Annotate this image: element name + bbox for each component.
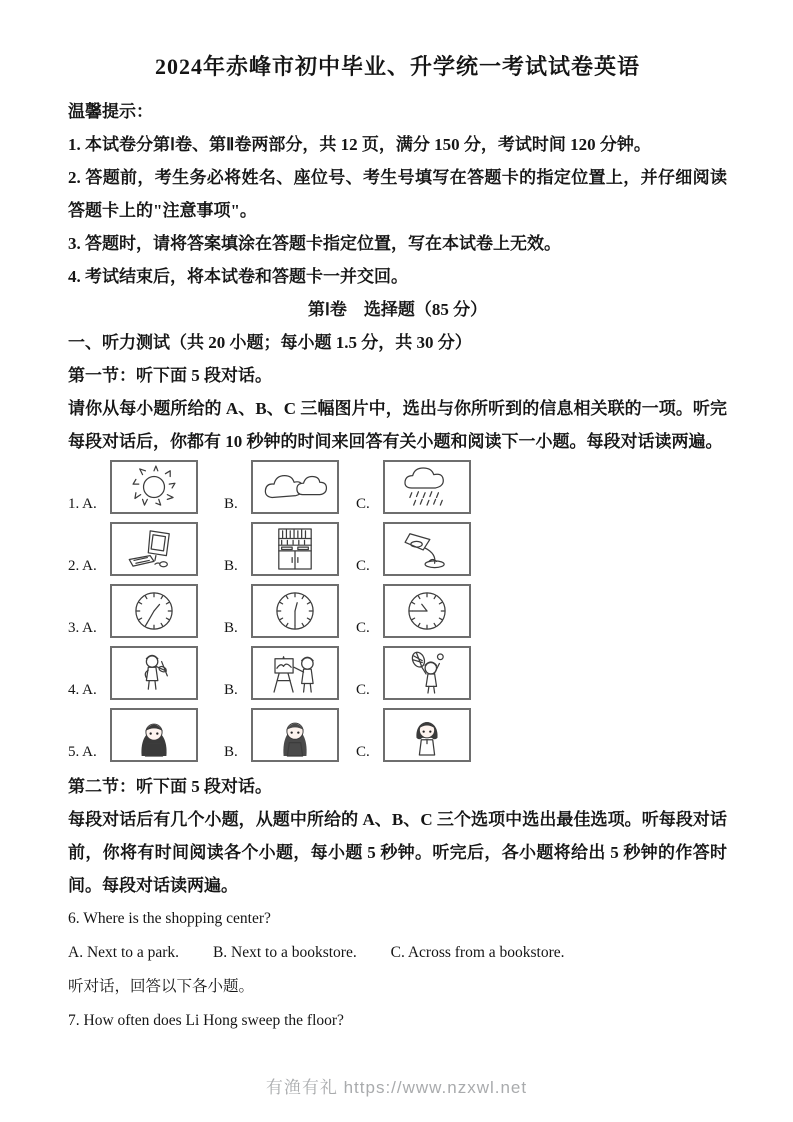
notice-item-4: 4. 考试结束后，将本试卷和答题卡一并交回。: [68, 267, 408, 286]
notice-item-2: 2. 答题前，考生务必将姓名、座位号、考生号填写在答题卡的指定位置上，并仔细阅读答题卡上的"注意事项"。: [68, 168, 727, 220]
q1-option-b-image: [251, 460, 339, 514]
child-playing-tennis-icon: [387, 649, 467, 697]
notice-item-3: 3. 答题时，请将答案填涂在答题卡指定位置，写在本试卷上无效。: [68, 234, 561, 253]
q4-option-c-image: [383, 646, 471, 700]
section2-instructions: 每段对话后有几个小题，从题中所给的 A、B、C 三个选项中选出最佳选项。听每段对话前，你将有时间阅读各个小题，每小题 5 秒钟。听完后，各小题将给出 5 秒钟的作答时间。每段对话读两遍。: [68, 810, 727, 895]
q1-option-a-label: 1. A.: [68, 496, 97, 512]
between-note: 听对话，回答以下各小题。: [68, 978, 255, 995]
q1-option-a-image: [110, 460, 198, 514]
question-5-picture-row: [68, 708, 727, 762]
q1-option-b-label: B.: [224, 496, 238, 512]
q4-option-b-image: [251, 646, 339, 700]
q2-option-b-image: [251, 522, 339, 576]
section2-heading: 第二节：听下面 5 段对话。: [68, 777, 272, 796]
q5-option-a-image: [110, 708, 198, 762]
listening-heading: 一、听力测试（共 20 小题；每小题 1.5 分，共 30 分）: [68, 333, 472, 352]
q3-option-a-label: 3. A.: [68, 620, 97, 636]
q4-option-a-image: [110, 646, 198, 700]
q3-option-b-label: B.: [224, 620, 238, 636]
question-1-picture-row: [68, 460, 727, 514]
q1-option-c-image: [383, 460, 471, 514]
q5-option-c-image: [383, 708, 471, 762]
volume-heading: 第Ⅰ卷 选择题（85 分）: [307, 300, 488, 319]
q1-option-c-label: C.: [356, 496, 370, 512]
notice-heading: 温馨提示：: [68, 102, 153, 121]
q3-option-c-label: C.: [356, 620, 370, 636]
q2-option-a-image: [110, 522, 198, 576]
question-4-picture-row: [68, 646, 727, 700]
section1-instructions: 请你从每小题所给的 A、B、C 三幅图片中，选出与你所听到的信息相关联的一项。听完每段对话后，你都有 10 秒钟的时间来回答有关小题和阅读下一小题。每段对话读两遍。: [68, 399, 727, 451]
question-6-text: 6. Where is the shopping center?: [68, 910, 271, 927]
q5-option-b-image: [251, 708, 339, 762]
q6-option-a: A. Next to a park.: [68, 944, 180, 961]
sun-icon: [114, 463, 194, 511]
q6-option-c: C. Across from a bookstore.: [390, 944, 565, 961]
q4-option-c-label: C.: [356, 682, 370, 698]
q2-option-a-label: 2. A.: [68, 558, 97, 574]
section1-heading: 第一节：听下面 5 段对话。: [68, 366, 272, 385]
question-7-text: 7. How often does Li Hong sweep the floor?: [68, 1012, 344, 1029]
child-painting-easel-icon: [255, 649, 335, 697]
clock-1-35-icon: [114, 587, 194, 635]
bookcase-icon: [255, 525, 335, 573]
two-clouds-icon: [255, 463, 335, 511]
watermark-footer: 有渔有礼 https://www.nzxwl.net: [265, 1078, 528, 1097]
question-2-picture-row: [68, 522, 727, 576]
q4-option-b-label: B.: [224, 682, 238, 698]
question-6-options: [68, 936, 727, 970]
q2-option-c-label: C.: [356, 558, 370, 574]
notice-item-1: 1. 本试卷分第Ⅰ卷、第Ⅱ卷两部分，共 12 页，满分 150 分，考试时间 120 分钟。: [68, 135, 651, 154]
q6-option-b: B. Next to a bookstore.: [212, 944, 357, 961]
desktop-computer-icon: [114, 525, 194, 573]
q3-option-a-image: [110, 584, 198, 638]
q3-option-b-image: [251, 584, 339, 638]
girl-long-hair-2-icon: [255, 711, 335, 759]
desk-lamp-icon: [387, 525, 467, 573]
q2-option-c-image: [383, 522, 471, 576]
q2-option-b-label: B.: [224, 558, 238, 574]
rain-cloud-icon: [387, 463, 467, 511]
page-title: 2024年赤峰市初中毕业、升学统一考试试卷英语: [154, 54, 640, 79]
question-3-picture-row: [68, 584, 727, 638]
clock-12-30-icon: [255, 587, 335, 635]
girl-short-hair-icon: [387, 711, 467, 759]
q5-option-a-label: 5. A.: [68, 744, 97, 760]
q5-option-b-label: B.: [224, 744, 238, 760]
child-playing-violin-icon: [114, 649, 194, 697]
q5-option-c-label: C.: [356, 744, 370, 760]
girl-long-hair-icon: [114, 711, 194, 759]
q4-option-a-label: 4. A.: [68, 682, 97, 698]
clock-9-45-icon: [387, 587, 467, 635]
q3-option-c-image: [383, 584, 471, 638]
